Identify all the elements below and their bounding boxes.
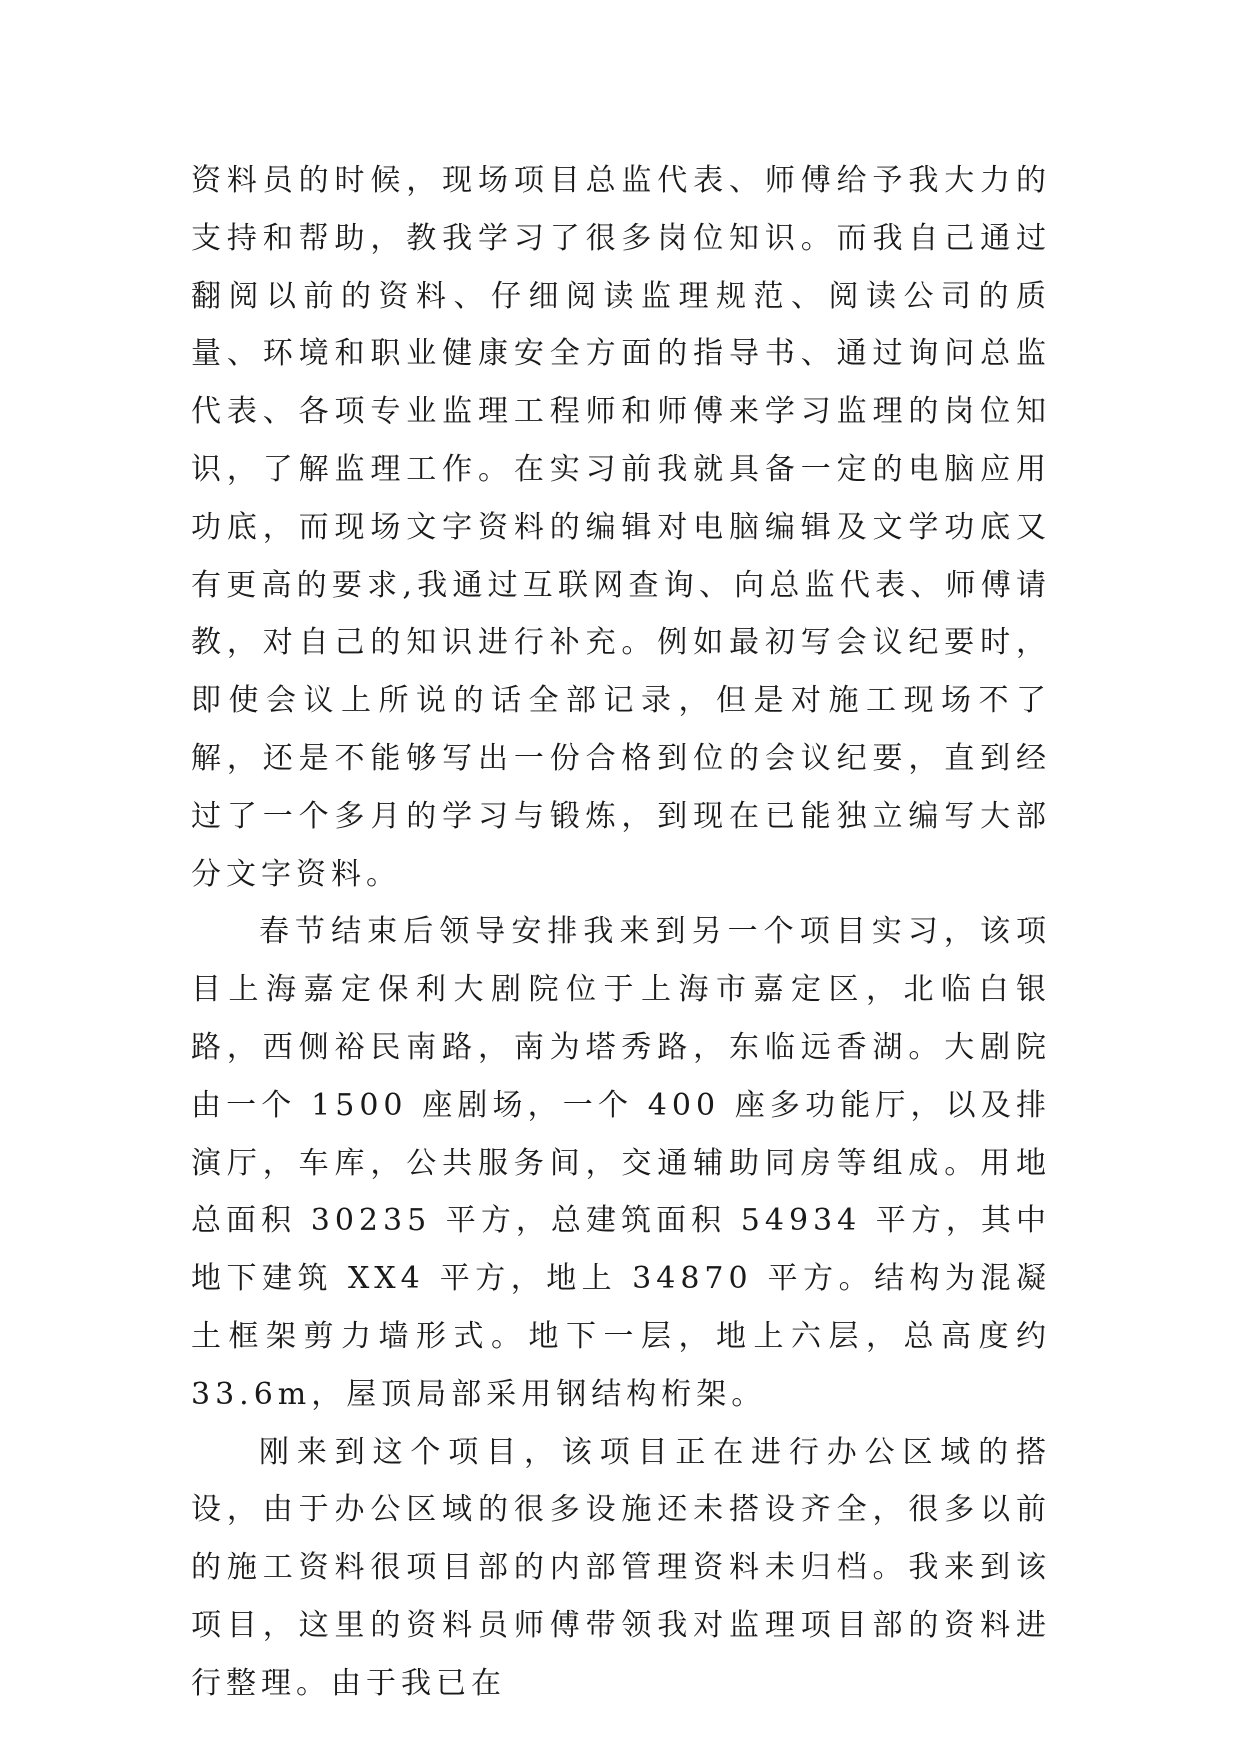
- paragraph-1: 资料员的时候，现场项目总监代表、师傅给予我大力的支持和帮助，教我学习了很多岗位知识。而我自己通过翻阅以前的资料、仔细阅读监理规范、阅读公司的质量、环境和职业健康安全方面的指导书、通过询问总监代表、各项专业监理工程师和师傅来学习监理的岗位知识，了解监理工作。在实习前我就具备一定的电脑应用功底，而现场文字资料的编辑对电脑编辑及文学功底又有更高的要求,我通过互联网查询、向总监代表、师傅请教，对自己的知识进行补充。例如最初写会议纪要时，即使会议上所说的话全部记录，但是对施工现场不了解，还是不能够写出一份合格到位的会议纪要，直到经过了一个多月的学习与锻炼，到现在已能独立编写大部分文字资料。: [191, 163, 1051, 892]
- document-body: [191, 152, 1051, 1713]
- paragraph-3: 刚来到这个项目，该项目正在进行办公区域的搭设，由于办公区域的很多设施还未搭设齐全，很多以前的施工资料很项目部的内部管理资料未归档。我来到该项目，这里的资料员师傅带领我对监理项目部的资料进行整理。由于我已在: [191, 1434, 1051, 1701]
- paragraph-2: 春节结束后领导安排我来到另一个项目实习，该项目上海嘉定保利大剧院位于上海市嘉定区，北临白银路，西侧裕民南路，南为塔秀路，东临远香湖。大剧院由一个 1500 座剧场，一个 400 座多功能厅，以及排演厅，车库，公共服务间，交通辅助同房等组成。用地总面积 30235 平方，总建筑面积 54934 平方，其中地下建筑 XX4 平方，地上 34870 平方。结构为混凝土框架剪力墙形式。地下一层，地上六层，总高度约 33.6m，屋顶局部采用钢结构桁架。: [191, 914, 1051, 1412]
